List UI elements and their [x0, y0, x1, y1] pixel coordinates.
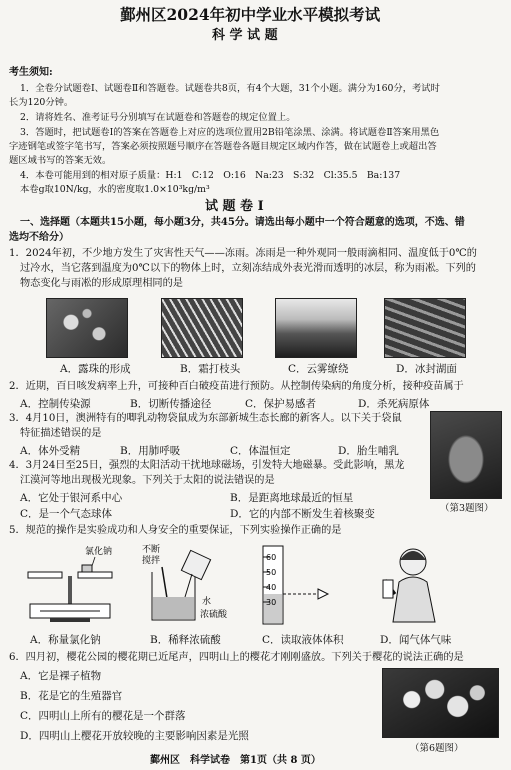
- page-footer: 鄞州区 科学试卷 第1页（共 8 页）: [150, 755, 321, 766]
- q4-option-c: C．是一个气态球体: [20, 508, 113, 520]
- q2-option-a: A．控制传染源: [20, 398, 91, 410]
- q4-line-1: 4．3月24日至25日，强烈的太阳活动干扰地球磁场，引发特大地磁暴。受此影响，黑龙: [9, 460, 405, 471]
- frozen-lake-photo: [384, 298, 466, 358]
- q6-option-b: B．花是它的生殖器官: [20, 690, 123, 702]
- q3-figure-caption: （第3题图）: [440, 503, 494, 514]
- q2-option-d: D．杀死病原体: [358, 398, 430, 410]
- q3-option-c: C．体温恒定: [230, 445, 291, 457]
- section-intro-2: 选均不给分）: [9, 232, 69, 243]
- q1-line-3: 物态变化与雨凇的形成原理相同的是: [20, 278, 183, 289]
- q3-option-d: D．胎生哺乳: [338, 445, 399, 457]
- tick-60: 60: [266, 553, 277, 562]
- q2-option-b: B．切断传播途径: [130, 398, 212, 410]
- exam-title: 鄞州区2024年初中学业水平模拟考试: [120, 5, 381, 24]
- mist-photo: [275, 298, 357, 358]
- stir-label: 不断: [142, 545, 161, 555]
- smell-diagram: [375, 542, 455, 627]
- q4-option-b: B．是距离地球最近的恒星: [230, 492, 354, 504]
- frost-photo: [161, 298, 243, 358]
- q1-line-2: 过冷水，当它落到温度为0℃以下的物体上时，立刻冻结成外表光滑而透明的冰层，称为雨凇。下列的: [20, 263, 476, 274]
- q1-option-d: D．冰封湖面: [396, 363, 457, 375]
- kangaroo-photo: [430, 411, 502, 499]
- stir-label-2: 搅拌: [142, 556, 161, 566]
- water-label: 水: [202, 597, 212, 607]
- q1-line-1: 1．2024年初，不少地方发生了灾害性天气——冻雨。冻雨是一种外观同一般雨滴相同、温度低于0℃的: [9, 248, 477, 259]
- cherry-blossom-photo: [382, 668, 499, 738]
- q4-option-d: D．它的内部不断发生着核聚变: [230, 508, 375, 520]
- tick-30: 30: [266, 598, 277, 607]
- q6-line-1: 6．四月初，樱花公园的樱花期已近尾声，四明山上的樱花才刚刚盛放。下列关于樱花的说法正确的是: [9, 652, 464, 663]
- nacl-label: 氯化钠: [85, 547, 113, 557]
- notice-line-3b: 字迹钢笔或签字笔书写，答案必须按照题号顺序在答题卷各题目规定区域内作答，做在试题卷上或超出答: [9, 141, 437, 152]
- tick-50: 50: [266, 568, 277, 577]
- tick-40: 40: [266, 583, 277, 592]
- q3-option-a: A．体外受精: [20, 445, 81, 457]
- cylinder-diagram: [258, 542, 338, 627]
- q6-figure-caption: （第6题图）: [410, 743, 464, 754]
- q4-option-a: A．它处于银河系中心: [20, 492, 123, 504]
- q6-option-a: A．它是裸子植物: [20, 670, 102, 682]
- q6-option-d: D．四明山上樱花开放较晚的主要影响因素是光照: [20, 730, 249, 742]
- notice-line-3: 3．答题时，把试题卷Ⅰ的答案在答题卷上对应的选项位置用2B铅笔涂黑、涂满。将试题卷Ⅱ答案用黑色: [20, 127, 440, 138]
- section-title: 试 题 卷 Ⅰ: [205, 199, 264, 214]
- section-intro: 一、选择题（本题共15小题，每小题3分，共45分。请选出每小题中一个符合题意的选项，不选、错: [20, 217, 465, 228]
- notice-line-4: 4．本卷可能用到的相对原子质量：H:1 C:12 O:16 Na:23 S:32 Cl:35.5 Ba:137: [20, 170, 401, 181]
- q5-option-c: C．读取液体体积: [262, 634, 344, 646]
- notice-line-3c: 题区域书写的答案无效。: [9, 155, 112, 166]
- notice-line-4b: 本卷g取10N/kg，水的密度取1.0×10³kg/m³: [20, 184, 210, 195]
- notice-heading: 考生须知:: [9, 67, 53, 78]
- notice-line-1b: 长为120分钟。: [9, 97, 74, 108]
- q1-option-c: C．云雾缭绕: [288, 363, 349, 375]
- notice-line-2: 2．请将姓名、准考证号分别填写在试题卷和答题卷的规定位置上。: [20, 112, 296, 123]
- acid-label: 浓硫酸: [200, 610, 228, 620]
- notice-line-1: 1．全卷分试题卷Ⅰ、试题卷Ⅱ和答题卷。试题卷共8页，有4个大题，31个小题。满分为160分，考试时: [20, 83, 440, 94]
- q1-option-a: A．露珠的形成: [60, 363, 131, 375]
- q3-line-1: 3．4月10日，澳洲特有的唧乳动物袋鼠成为东部新城生态长廊的新客人。以下关于袋鼠: [9, 413, 402, 424]
- q4-line-2: 江漠河等地出现极光现象。下列关于太阳的说法错误的是: [20, 475, 275, 486]
- q3-line-2: 特征描述错误的是: [20, 428, 102, 439]
- q5-line-1: 5．规范的操作是实验成功和人身安全的重要保证，下列实验操作正确的是: [9, 525, 342, 536]
- q2-line-1: 2．近期，百日咳发病率上升，可接种百白破疫苗进行预防。从控制传染病的角度分析，接种疫苗属于: [9, 381, 464, 392]
- exam-subtitle: 科 学 试 题: [212, 28, 278, 43]
- q6-option-c: C．四明山上所有的樱花是一个群落: [20, 710, 186, 722]
- dew-photo: [46, 298, 128, 358]
- balance-diagram: [20, 542, 130, 627]
- dilution-diagram: [140, 542, 240, 627]
- q1-option-b: B．霜打枝头: [180, 363, 241, 375]
- q5-option-a: A．称量氯化钠: [30, 634, 101, 646]
- q2-option-c: C．保护易感者: [245, 398, 317, 410]
- q5-option-d: D．闻气体气味: [380, 634, 452, 646]
- q5-option-b: B．稀释浓硫酸: [150, 634, 221, 646]
- q3-option-b: B．用肺呼吸: [120, 445, 181, 457]
